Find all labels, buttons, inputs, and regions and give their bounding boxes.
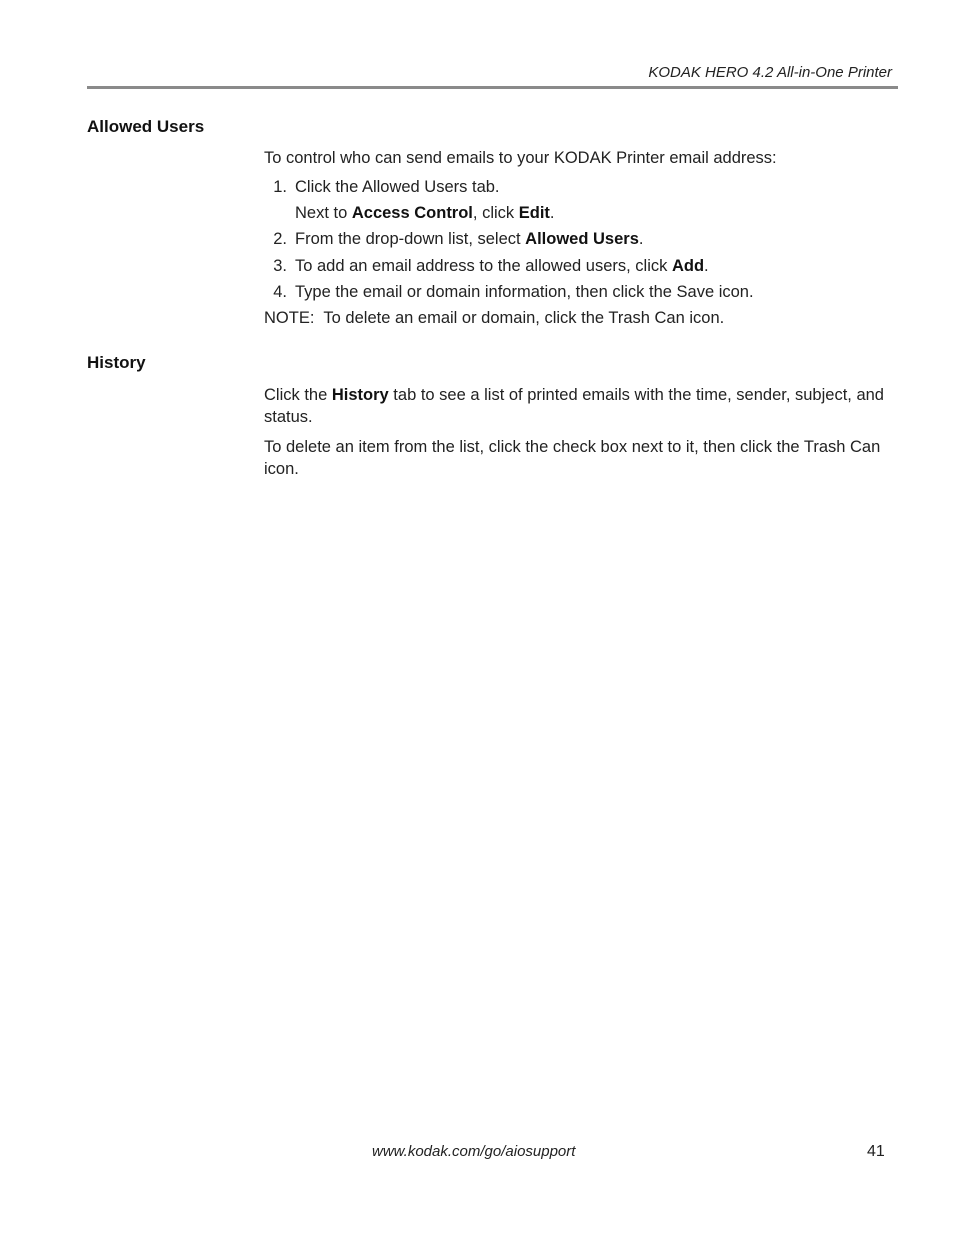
running-header-title: KODAK HERO 4.2 All-in-One Printer [648, 64, 892, 81]
step-1-text: Click the Allowed Users tab. [295, 178, 500, 196]
step-2 [264, 230, 643, 249]
step-3-number: 3. [273, 257, 287, 275]
footer-url: www.kodak.com/go/aiosupport [372, 1143, 576, 1160]
step-1-sub-edit: Edit [518, 204, 550, 222]
step-1 [264, 178, 500, 197]
step-2-post: . [638, 230, 644, 248]
step-1-sub-post: . [549, 204, 555, 222]
history-para1-post: tab to see a list of printed emails with the time, sender, subject, and status. [264, 386, 884, 426]
step-1-number: 1. [273, 178, 287, 196]
step-1-sub-mid: , click [472, 204, 519, 222]
step-1-substep [295, 204, 555, 223]
history-para1-pre: Click the [264, 386, 332, 404]
step-2-allowed-users: Allowed Users [525, 230, 639, 248]
history-para1-bold: History [331, 386, 389, 404]
note-label: NOTE: [264, 309, 315, 327]
step-2-number: 2. [273, 230, 287, 248]
section-heading-history: History [87, 353, 146, 372]
page-number: 41 [867, 1143, 885, 1160]
step-3-pre: To add an email address to the allowed users, click [295, 257, 672, 275]
step-2-pre: From the drop-down list, select [295, 230, 526, 248]
step-4 [264, 283, 754, 302]
note [264, 309, 724, 328]
step-3-post: . [704, 257, 709, 275]
note-text: To delete an email or domain, click the Trash Can icon. [323, 309, 725, 327]
allowed-users-intro: To control who can send emails to your KODAK Printer email address: [264, 149, 777, 167]
step-3 [264, 257, 709, 276]
step-1-sub-pre: Next to [295, 204, 352, 222]
step-1-sub-access-control: Access Control [351, 204, 473, 222]
history-paragraph-1 [264, 384, 898, 428]
history-paragraph-2: To delete an item from the list, click the check box next to it, then click the Trash Can icon. [264, 438, 881, 478]
section-heading-allowed-users: Allowed Users [87, 117, 205, 136]
header-divider [87, 86, 898, 89]
step-3-add: Add [671, 257, 705, 275]
step-4-number: 4. [273, 283, 287, 301]
step-4-text: Type the email or domain information, then click the Save icon. [295, 283, 754, 301]
